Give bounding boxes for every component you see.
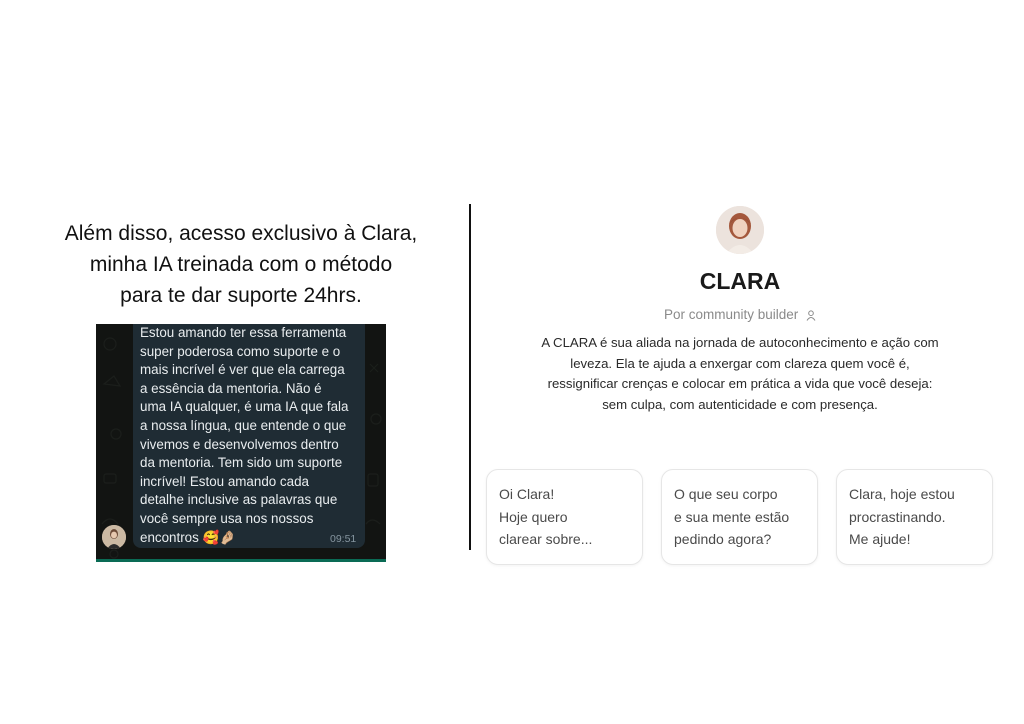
intro-text	[36, 218, 446, 311]
clara-photo-icon	[716, 206, 764, 254]
chat-message-line: você sempre usa nos nossos	[140, 510, 314, 526]
intro-line: minha IA treinada com o método	[89, 253, 393, 276]
chat-message-line: Estou amando ter essa ferramenta	[140, 325, 347, 340]
chat-message-line: encontros 🥰🤌🏼	[140, 529, 236, 545]
chat-message-line: da mentoria. Tem sido um suporte	[140, 455, 343, 471]
chat-message-line: uma IA qualquer, é uma IA que fala	[140, 399, 349, 415]
prompt-line: procrastinando.	[849, 508, 946, 525]
chat-message-line: a nossa língua, que entende o que	[140, 417, 347, 433]
chat-sender-avatar	[102, 525, 126, 549]
prompt-card-clarear[interactable]	[486, 469, 643, 565]
assistant-name: CLARA	[699, 268, 781, 294]
prompt-line: Me ajude!	[849, 531, 911, 547]
prompt-line: Oi Clara!	[499, 486, 555, 502]
chat-message-time: 09:51	[330, 533, 357, 545]
prompt-line: Hoje quero	[499, 508, 568, 525]
chat-bottom-accent	[96, 559, 386, 562]
chat-message-line: mais incrível é ver que ela carrega	[140, 362, 345, 378]
chat-message-text	[140, 324, 368, 547]
assistant-byline-text: Por community builder	[663, 307, 799, 322]
prompt-line: clarear sobre...	[499, 531, 593, 547]
description-line: sem culpa, com autenticidade e com presença.	[602, 396, 878, 412]
avatar-photo-icon	[102, 525, 126, 549]
description-line: A CLARA é sua aliada na jornada de autoconhecimento e ação com	[541, 335, 939, 350]
chat-message-line: a essência da mentoria. Não é	[140, 380, 322, 396]
prompt-line: e sua mente estão	[674, 508, 790, 525]
prompt-card-procrastinando[interactable]	[836, 469, 993, 565]
intro-line: Além disso, acesso exclusivo à Clara,	[64, 222, 418, 245]
chat-message-line: vivemos e desenvolvemos dentro	[140, 436, 339, 452]
chat-message-line: super poderosa como suporte e o	[140, 343, 341, 359]
prompt-line: O que seu corpo	[674, 486, 778, 502]
prompt-line: pedindo agora?	[674, 531, 772, 547]
prompt-card-corpo-mente[interactable]	[661, 469, 818, 565]
description-line: ressignificar crenças e colocar em prática a vida que você deseja:	[547, 376, 933, 391]
description-line: leveza. Ela te ajuda a enxergar com clareza quem você é,	[570, 355, 910, 371]
section-divider	[469, 204, 471, 550]
person-icon	[806, 310, 816, 321]
chat-message-line: detalhe inclusive as palavras que	[140, 492, 338, 508]
assistant-description	[486, 333, 994, 415]
prompt-line: Clara, hoje estou	[849, 486, 955, 502]
clara-avatar	[716, 206, 764, 254]
assistant-byline	[620, 306, 860, 324]
chat-message-line: incrível! Estou amando cada	[140, 473, 309, 489]
intro-line: para te dar suporte 24hrs.	[120, 284, 362, 307]
